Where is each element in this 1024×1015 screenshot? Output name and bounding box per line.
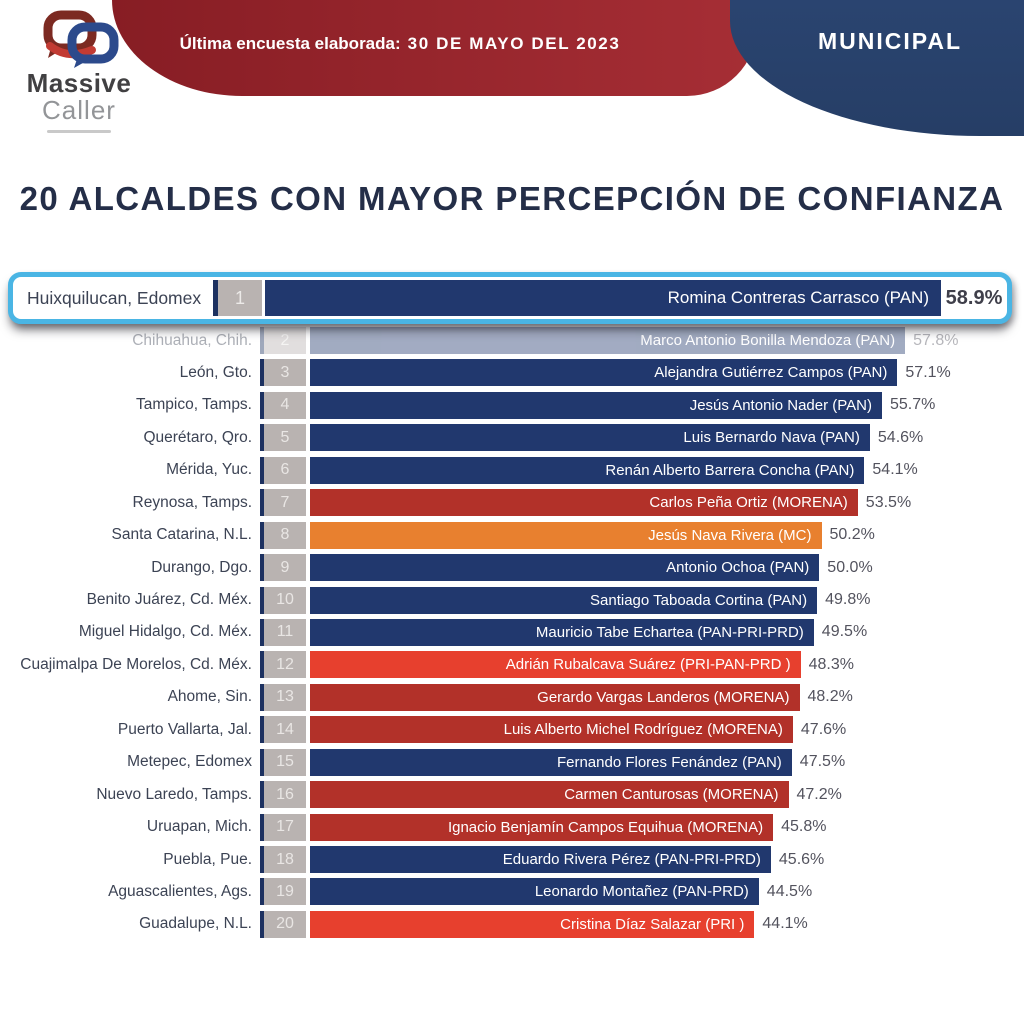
value-label: 44.1%: [762, 915, 808, 933]
chart-row: [0, 781, 1024, 808]
rank-cell: [260, 554, 306, 581]
chart-row: [0, 359, 1024, 386]
rank-number: 5: [264, 424, 306, 451]
mayor-name: Leonardo Montañez (PAN-PRD): [534, 883, 749, 901]
rank-number: 9: [264, 554, 306, 581]
city-label: Reynosa, Tamps.: [132, 493, 252, 511]
city-label: Chihuahua, Chih.: [132, 331, 252, 349]
value-label: 49.5%: [821, 623, 868, 641]
city-label: Puerto Vallarta, Jal.: [117, 720, 252, 738]
bar: [310, 619, 814, 646]
city-label: Tampico, Tamps.: [135, 396, 252, 414]
value-label: 50.0%: [827, 558, 873, 576]
city-label: Guadalupe, N.L.: [139, 915, 252, 933]
header: [0, 0, 1024, 140]
chart-row: [0, 619, 1024, 646]
bar: [310, 911, 754, 938]
bar: [310, 359, 897, 386]
chart-row: [0, 684, 1024, 711]
value-label: 57.8%: [913, 331, 959, 349]
rank-number: 3: [264, 359, 306, 386]
rank-cell: [260, 522, 306, 549]
rank-number: 16: [264, 781, 306, 808]
mayor-name: Carlos Peña Ortiz (MORENA): [649, 494, 848, 512]
value-label: 45.6%: [778, 850, 825, 868]
mayor-name: Eduardo Rivera Pérez (PAN-PRI-PRD): [502, 851, 761, 868]
bar: [310, 392, 882, 419]
mayor-name: Mauricio Tabe Echartea (PAN-PRI-PRD): [535, 623, 804, 641]
chart-row: [0, 424, 1024, 451]
value-label: 45.8%: [781, 818, 827, 836]
mayor-name: Cristina Díaz Salazar (PRI ): [560, 915, 745, 933]
chart-row: [0, 878, 1024, 905]
rank-number: 19: [264, 878, 306, 905]
city-label: Puebla, Pue.: [163, 850, 252, 868]
bar: [310, 749, 792, 776]
highlighted-row: [8, 272, 1012, 324]
rank-number: 11: [264, 619, 306, 646]
bar: [310, 814, 773, 841]
bar: [310, 781, 789, 808]
rank-cell: [260, 327, 306, 354]
speech-bubbles-icon: [8, 10, 150, 70]
chart-row: [0, 392, 1024, 419]
bar: [310, 587, 817, 614]
rank-number: 13: [264, 684, 306, 711]
value-label: 49.8%: [825, 591, 871, 608]
mayor-name: Romina Contreras Carrasco (PAN): [667, 288, 929, 307]
city-label: Aguascalientes, Ags.: [108, 882, 252, 900]
bar: [310, 878, 759, 905]
rank-cell: [260, 911, 306, 938]
city-label: Cuajimalpa De Morelos, Cd. Méx.: [20, 655, 252, 673]
bar: [265, 280, 941, 316]
bar: [310, 489, 858, 516]
bar: [310, 651, 801, 678]
category-badge: MUNICIPAL: [817, 28, 962, 54]
value-label: 54.6%: [877, 428, 924, 446]
logo-word-caller: Caller: [42, 95, 116, 126]
bar: [310, 846, 771, 873]
value-label: 48.3%: [808, 655, 854, 673]
value-label: 48.2%: [807, 688, 853, 706]
mayor-name: Antonio Ochoa (PAN): [666, 559, 810, 577]
chart-rows: [0, 327, 1024, 943]
massive-caller-logo: [8, 10, 150, 133]
mayor-name: Gerardo Vargas Landeros (MORENA): [537, 688, 790, 706]
city-label: Santa Catarina, N.L.: [111, 526, 252, 544]
value-label: 50.2%: [829, 526, 875, 544]
rank-cell: [260, 846, 306, 873]
rank-cell: [260, 619, 306, 646]
survey-date-label: Última encuesta elaborada:: [179, 34, 401, 53]
rank-number: 14: [264, 716, 306, 743]
city-label: Durango, Dgo.: [151, 558, 252, 576]
bar: [310, 684, 800, 711]
chart-row: [0, 716, 1024, 743]
mayor-name: Ignacio Benjamín Campos Equihua (MORENA): [447, 818, 764, 836]
rank-cell: [260, 814, 306, 841]
value-label: 54.1%: [872, 461, 918, 479]
bar: [310, 522, 822, 549]
rank-cell: [260, 457, 306, 484]
chart-row: [0, 457, 1024, 484]
mayor-name: Fernando Flores Fenández (PAN): [556, 753, 782, 771]
city-label: Ahome, Sin.: [167, 688, 252, 706]
mayor-name: Luis Alberto Michel Rodríguez (MORENA): [503, 721, 783, 739]
chart-row: [0, 522, 1024, 549]
rank-cell: [260, 781, 306, 808]
chart-row: [0, 651, 1024, 678]
chart-row: [0, 749, 1024, 776]
city-label: Metepec, Edomex: [127, 753, 252, 771]
rank-cell: [260, 587, 306, 614]
value-label: 47.6%: [800, 720, 847, 738]
city-label: Miguel Hidalgo, Cd. Méx.: [78, 623, 252, 641]
city-label: Huixquilucan, Edomex: [27, 287, 202, 308]
mayor-name: Jesús Nava Rivera (MC): [648, 526, 812, 544]
rank-number: 20: [264, 911, 306, 938]
mayor-name: Carmen Canturosas (MORENA): [564, 786, 779, 804]
survey-date-value: 30 DE MAYO DEL 2023: [407, 34, 621, 53]
value-label: 44.5%: [766, 882, 813, 900]
value-label: 58.9%: [945, 286, 1003, 309]
value-label: 57.1%: [905, 363, 951, 381]
bar: [310, 424, 870, 451]
chart-row: [0, 587, 1024, 614]
rank-cell: [260, 424, 306, 451]
rank-number: 10: [264, 587, 306, 614]
bar: [310, 327, 905, 354]
value-label: 47.5%: [799, 753, 846, 771]
chart-row: [0, 489, 1024, 516]
rank-number: 15: [264, 749, 306, 776]
rank-cell: [260, 749, 306, 776]
city-label: Querétaro, Qro.: [143, 428, 252, 446]
city-label: Nuevo Laredo, Tamps.: [96, 785, 252, 803]
chart-row: [0, 911, 1024, 938]
rank-cell: [260, 716, 306, 743]
chart-row: [0, 814, 1024, 841]
value-label: 47.2%: [796, 785, 842, 803]
value-label: 53.5%: [865, 493, 912, 511]
rank-cell: [260, 878, 306, 905]
rank-number: 1: [218, 280, 262, 316]
rank-number: 4: [264, 392, 306, 419]
rank-number: 7: [264, 489, 306, 516]
chart-row: [0, 554, 1024, 581]
city-label: Mérida, Yuc.: [166, 461, 252, 479]
logo-tagline-line: [47, 130, 111, 133]
mayor-name: Marco Antonio Bonilla Mendoza (PAN): [640, 332, 896, 349]
mayor-name: Santiago Taboada Cortina (PAN): [590, 591, 808, 609]
rank-cell: [260, 651, 306, 678]
chart-row: [0, 327, 1024, 354]
bar: [310, 716, 793, 743]
rank-cell: [260, 489, 306, 516]
header-navy-badge-shape: [730, 0, 1024, 136]
city-label: Benito Juárez, Cd. Méx.: [86, 591, 252, 608]
mayor-name: Luis Bernardo Nava (PAN): [683, 429, 860, 447]
mayor-name: Jesús Antonio Nader (PAN): [689, 396, 872, 414]
city-label: León, Gto.: [179, 363, 252, 381]
value-label: 55.7%: [890, 396, 936, 414]
survey-date-banner: [150, 34, 650, 54]
city-label: Uruapan, Mich.: [146, 818, 252, 836]
logo-word-massive: Massive: [26, 68, 132, 98]
bar: [310, 554, 819, 581]
chart-row: [0, 846, 1024, 873]
mayor-name: Alejandra Gutiérrez Campos (PAN): [654, 364, 888, 382]
rank-cell: [260, 359, 306, 386]
mayor-name: Renán Alberto Barrera Concha (PAN): [605, 461, 855, 479]
rank-number: 2: [264, 327, 306, 354]
rank-number: 8: [264, 522, 306, 549]
rank-number: 18: [264, 846, 306, 873]
bar: [310, 457, 864, 484]
rank-cell: [260, 392, 306, 419]
rank-number: 17: [264, 814, 306, 841]
mayor-name: Adrián Rubalcava Suárez (PRI-PAN-PRD ): [505, 656, 791, 674]
rank-cell: [260, 684, 306, 711]
rank-number: 6: [264, 457, 306, 484]
page-title: 20 ALCALDES CON MAYOR PERCEPCIÓN DE CONFIANZA: [19, 180, 1005, 217]
rank-number: 12: [264, 651, 306, 678]
